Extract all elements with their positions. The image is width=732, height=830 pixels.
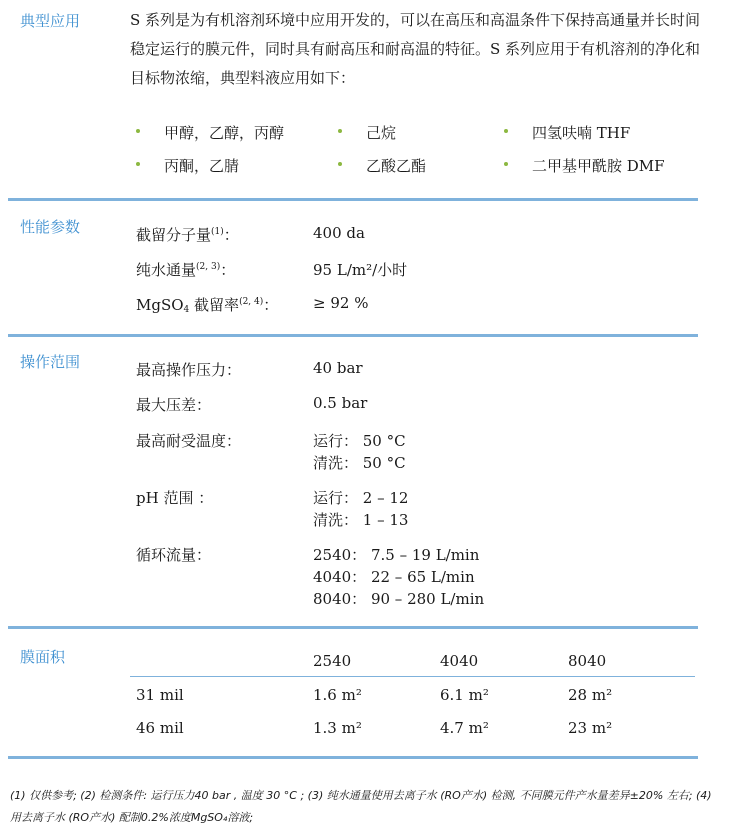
op-label-max-pressure: 最高操作压力：: [136, 361, 242, 379]
op-label-circulation: 循环流量：: [136, 546, 212, 564]
area-cell: 1.6 m²: [313, 686, 362, 704]
bullet-text: 乙酸乙酯: [366, 157, 427, 175]
area-cell: 28 m²: [568, 686, 613, 704]
bullet-dot-icon: [504, 162, 508, 166]
label-subscript: 4: [183, 305, 190, 315]
param-label-rejection: [136, 294, 278, 315]
bullet-dot-icon: [136, 162, 140, 166]
op-label-max-dp: 最大压差：: [136, 396, 212, 414]
op-value-max-pressure: 40 bar: [313, 359, 363, 377]
footnote-ref: (2, 3): [196, 262, 221, 272]
label-text: 纯水通量: [136, 261, 197, 279]
area-header-8040: 8040: [568, 652, 607, 670]
bullet-dot-icon: [504, 129, 508, 133]
area-header-4040: 4040: [440, 652, 479, 670]
label-text: MgSO: [136, 296, 184, 314]
op-value-temp-run: 运行： 50 °C: [313, 432, 406, 450]
section-title-typical-application: 典型应用: [20, 12, 81, 30]
section-title-performance: 性能参数: [20, 218, 81, 236]
area-header-2540: 2540: [313, 652, 352, 670]
table-header-divider: [130, 676, 695, 677]
bullet-dot-icon: [338, 162, 342, 166]
intro-paragraph: S 系列是为有机溶剂环境中应用开发的，可以在高压和高温条件下保持高通量并长时间稳定运行的膜元件，同时具有耐高压和耐高温的特征。S 系列应用于有机溶剂的净化和目标物浓缩，典型料液应用如下：: [130, 11, 701, 87]
op-label-ph-range: pH 范围 ：: [136, 489, 214, 507]
footnote-ref: (2, 4): [239, 297, 264, 307]
footnote-text: (1) 仅供参考; (2) 检测条件: 运行压力40 bar , 温度 30 °C ; (3) 纯水通量使用去离子水 (RO产水) 检测, 不同膜元件产水量差异±20% 左右; (4) 用去离子水 (RO产水) 配制0.2%浓度MgSO₄溶液;: [10, 789, 712, 824]
param-value-flux: 95 L/m²/小时: [313, 261, 408, 279]
param-value-rejection: ≥ 92 %: [313, 294, 369, 312]
area-row-label: 31 mil: [136, 686, 184, 704]
param-value-mwco: 400 da: [313, 224, 365, 242]
section-divider: [8, 626, 698, 629]
section-divider: [8, 198, 698, 201]
bullet-text: 丙酮，乙腈: [164, 157, 240, 175]
section-title-operating-range: 操作范围: [20, 353, 81, 371]
area-cell: 1.3 m²: [313, 719, 362, 737]
bullet-text: 甲醇，乙醇，丙醇: [164, 124, 285, 142]
param-label-flux: [136, 259, 235, 280]
footnote-ref: (1): [211, 227, 224, 237]
bullet-text: 四氢呋喃 THF: [532, 124, 631, 142]
label-text: 截留率: [189, 296, 240, 314]
param-label-mwco: [136, 224, 239, 245]
bullet-text: 二甲基甲酰胺 DMF: [532, 157, 665, 175]
bullet-dot-icon: [338, 129, 342, 133]
section-title-membrane-area: 膜面积: [20, 648, 66, 666]
bullet-text: 己烷: [366, 124, 397, 142]
section-divider: [8, 334, 698, 337]
bullet-dot-icon: [136, 129, 140, 133]
section-divider: [8, 756, 698, 759]
area-cell: 4.7 m²: [440, 719, 489, 737]
label-colon: ：: [223, 226, 239, 244]
label-colon: ：: [220, 261, 236, 279]
area-cell: 6.1 m²: [440, 686, 489, 704]
label-text: 截留分子量: [136, 226, 212, 244]
op-value-ph-clean: 清洗： 1 – 13: [313, 511, 409, 529]
op-value-temp-clean: 清洗： 50 °C: [313, 454, 406, 472]
area-cell: 23 m²: [568, 719, 613, 737]
op-value-ph-run: 运行： 2 – 12: [313, 489, 409, 507]
op-value-circ-8040: 8040： 90 – 280 L/min: [313, 590, 485, 608]
op-value-max-dp: 0.5 bar: [313, 394, 368, 412]
area-row-label: 46 mil: [136, 719, 184, 737]
op-value-circ-4040: 4040： 22 – 65 L/min: [313, 568, 475, 586]
op-value-circ-2540: 2540： 7.5 – 19 L/min: [313, 546, 480, 564]
op-label-max-temp: 最高耐受温度：: [136, 432, 242, 450]
label-colon: ：: [263, 296, 279, 314]
